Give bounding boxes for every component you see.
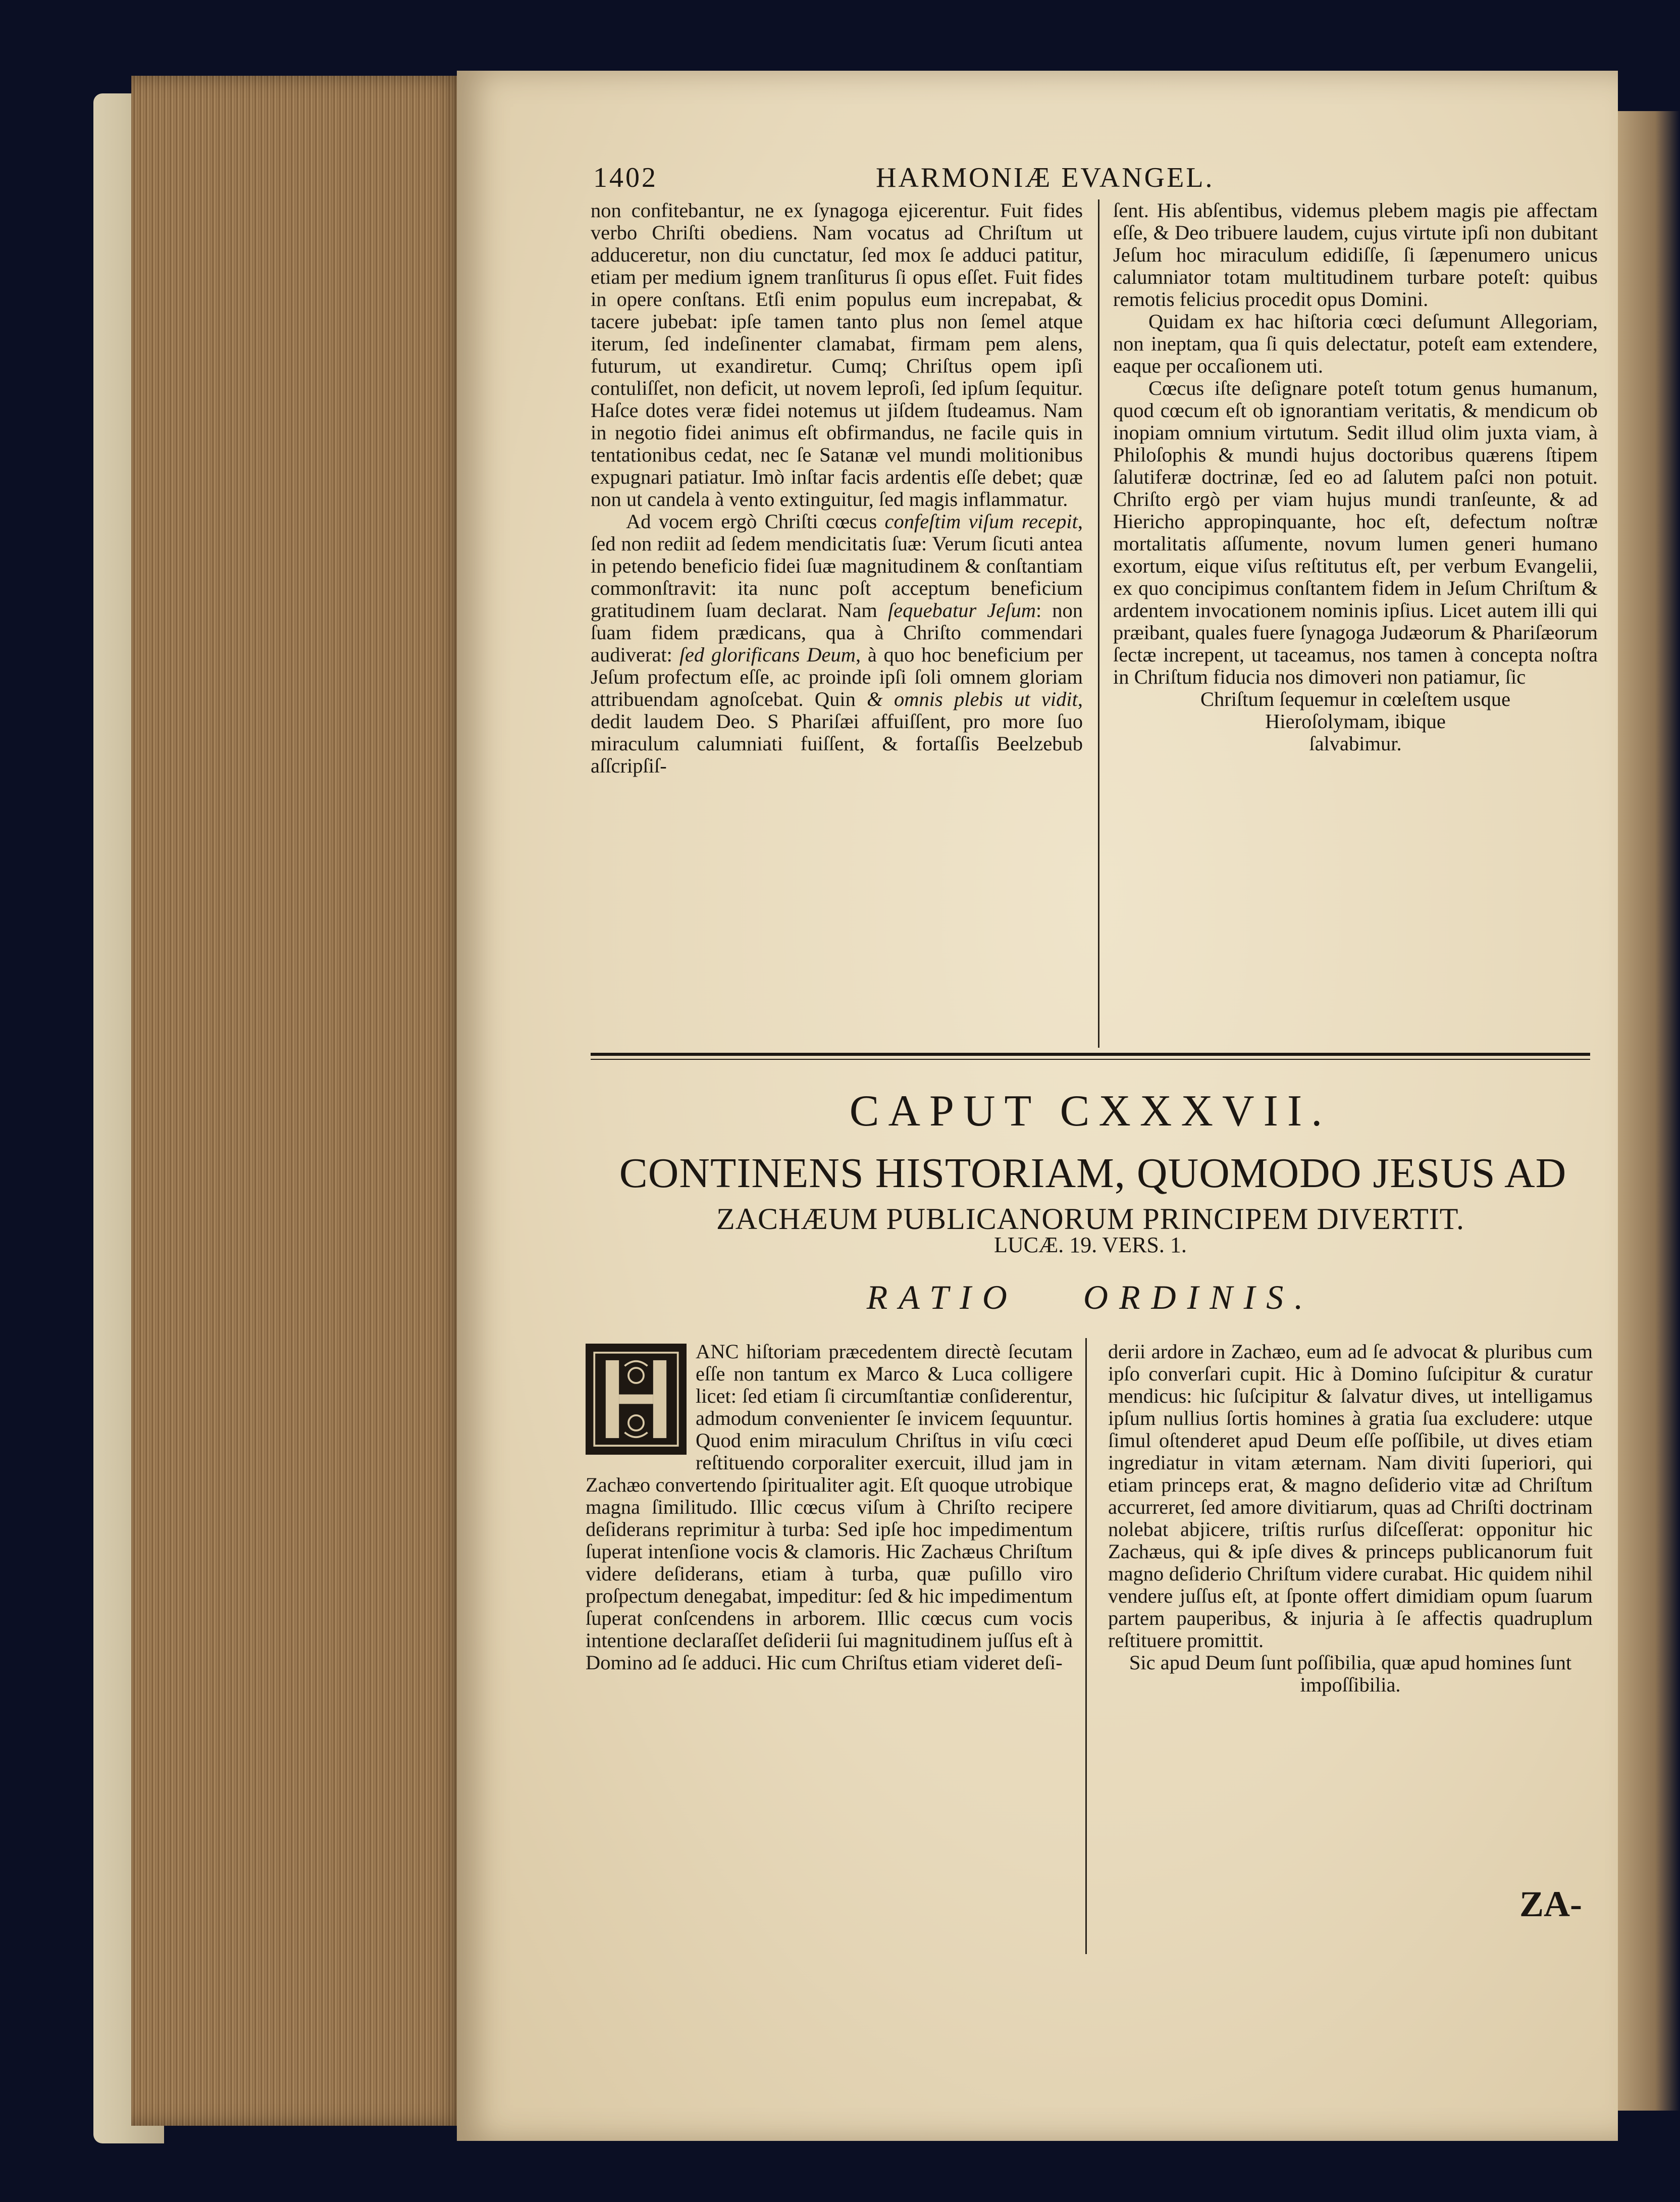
paragraph: derii ardore in Zachæo, eum ad ſe advocat & pluribus cum ipſo converſari cupit. Hic à Domino ſuſcipitur & curatur mendicus: hic ſuſcipitur & ſalvatur dives, ut intelligamus ipſum nullius ſortis homines à gratia ſua excludere: utque ſimul oſtenderet apud Deum eſſe poſſibile, ut dives etiam ingrediatur in vitam æternam. Nam diviti ſuperiori, qui etiam princeps erat, & magno deſiderio vitæ ad Chriſtum accurreret, ſed amore divitiarum, quas ad Chriſti doctrinam nolebat abjicere, triſtis rurſus diſceſſerat: opponitur hic Zachæus, qui & ipſe dives & princeps publicanorum fuit magno deſiderio Chriſtum videre curabat. Hic quidem nihil vendere juſſus eſt, at ſponte offert dimidiam opum ſuarum partem pauperibus, & injuria à ſe affectis quadruplum reſtituere promittit.: [1108, 1340, 1593, 1652]
book-fore-edge: [131, 76, 464, 2126]
catchword: ZA-: [1519, 1884, 1582, 1924]
chapter-heading: CAPUT CXXXVII.: [849, 1087, 1332, 1136]
running-title: HARMONIÆ EVANGEL.: [876, 162, 1215, 193]
top-left-column: [591, 199, 1083, 777]
paragraph: Ad vocem ergò Chriſti cœcus confeſtim viſum recepit, ſed non rediit ad ſedem mendicitatis ſuæ: Verum ſicuti antea in petendo beneficio fidei ſuæ magnitudinem & conſtantiam commonſtravit: ita nunc poſt acceptum beneficium gratitudinem ſuam declarat. Nam ſequebatur Jeſum: non ſuam fidem prædicans, qua à Chriſto commendari audiverat: ſed glorificans Deum, à quo hoc beneficium per Jeſum profectum eſſe, ac proinde ipſi ſoli omnem gloriam attribuendam agnoſcebat. Quin & omnis plebis ut vidit, dedit laudem Deo. S Phariſæi affuiſſent, pro more ſuo miraculum calumniati fuiſſent, & fortaſſis Beelzebub aſſcripſiſ-: [591, 510, 1083, 777]
closing-line: ſalvabimur.: [1309, 732, 1402, 755]
paragraph: Cœcus iſte deſignare poteſt totum genus humanum, quod cœcum eſt ob ignorantiam veritatis, & mendicum ob inopiam omnium virtutum. Sedit illud olim juxta viam, à Philoſophis & mundi hujus doctoribus quærens ſtipem ſalutiferæ doctrinæ, ſed eo ad ſalutem paſci non potuit. Chriſto ergò per viam hujus mundi tranſeunte, & ad Hiericho appropinquante, hoc eſt, defectum noſtræ mortalitatis aſſumente, novum lumen generi humano exortum, eique viſus reſtitutus eſt, per verbum Evangelii, ex quo concipimus conſtantem fidem in Jeſum Chriſtum & ardentem invocationem nominis ipſius. Licet autem illi qui præibant, quales fuere ſynagoga Judæorum & Phariſæorum ſectæ increpent, ut taceamus, nos tamen à concepta noſtra in Chriſtum fiducia nos dimoveri non patiamur, ſic: [1113, 377, 1598, 688]
facing-page-edge: [1618, 111, 1680, 2111]
paragraph: ANC hiſtoriam præcedentem directè ſecutam eſſe non tantum ex Marco & Luca colligere licet: ſed etiam ſi circumſtantiæ conſiderentur, admodum convenienter ſe invicem ſequuntur. Quod enim miraculum Chriſtus in viſu cœci reſtituendo corporaliter exercuit, illud jam in Zachæo convertendo ſpiritualiter agit. Eſt quoque utrobique magna ſimilitudo. Illic cœcus viſum à Chriſto recipere deſiderans reprimitur à turba: Sed ipſe hoc impedimentum ſuperat intenſione vocis & clamoris. Hic Zachæus Chriſtum videre deſiderans, etiam à turba, quæ puſillo viro proſpectum denegabat, impeditur: ſed & hic impedimentum ſuperat conſcendens in arborem. Illic cœcus cum vocis intentione declaraſſet deſiderii ſui magnitudinem juſſus eſt à Domino ad ſe adduci. Hic cum Chriſtus etiam videret deſi-: [586, 1340, 1073, 1674]
section-subheading: RATIO ORDINIS.: [866, 1278, 1315, 1316]
top-right-column: [1113, 199, 1598, 755]
column-divider: [1098, 199, 1099, 1048]
section-rule: [591, 1053, 1590, 1056]
chapter-title-line-2: ZACHÆUM PUBLICANORUM PRINCIPEM DIVERTIT.: [716, 1202, 1465, 1236]
column-divider: [1085, 1338, 1087, 1954]
scripture-reference: LUCÆ. 19. VERS. 1.: [994, 1233, 1187, 1257]
initial-h-glyph: [589, 1347, 684, 1452]
paragraph: ſent. His abſentibus, videmus plebem magis pie affectam eſſe, & Deo tribuere laudem, cujus virtute ipſi non dubitant Jeſum hoc miraculum edidiſſe, ſi ſæpenumero unicus calumniator totam multitudinem turbare poteſt: quibus remotis felicius procedit opus Domini.: [1113, 199, 1598, 311]
section-rule-thin: [591, 1059, 1590, 1060]
ornamental-initial-icon: [586, 1344, 687, 1455]
page-number: 1402: [593, 162, 658, 193]
running-head: [593, 162, 1350, 197]
closing-line: Sic apud Deum ſunt poſſibilia, quæ apud homines ſunt impoſſibilia.: [1129, 1651, 1572, 1696]
bottom-left-column: [586, 1341, 1073, 1674]
closing-line: Chriſtum ſequemur in cœleſtem usque: [1200, 688, 1511, 710]
paragraph: Quidam ex hac hiſtoria cœci deſumunt Allegoriam, non ineptam, qua ſi quis delectatur, poteſt eam extendere, eaque per occaſionem uti.: [1113, 310, 1598, 377]
closing-line: Hieroſolymam, ibique: [1265, 710, 1446, 733]
paragraph: non confitebantur, ne ex ſynagoga ejicerentur. Fuit fides verbo Chriſti obediens. Nam vocatus ad Chriſtum ut adduceretur, non diu cunctatur, ſed mox ſe adduci patitur, etiam per medium ignem tranſiturus ſi opus eſſet. Fuit fides in opere conſtans. Etſi enim populus eum increpabat, & tacere jubebat: ipſe tamen tanto plus non ſemel atque iterum, ſed indeſinenter clamabat, firmam pem alens, futurum, ut exandiretur. Cumq; Chriſtus opem ipſi contuliſſet, non deficit, ut novem leproſi, ſed ipſum ſequitur. Haſce dotes veræ fidei notemus ut jiſdem ſtudeamus. Nam in negotio fidei animus eſt obfirmandus, ne facile quis in tentationibus cedat, nec ſe Satanæ vel mundi molitionibus expugnari patiatur. Imò inſtar facis ardentis eſſe debet; quæ non ut candela à vento extinguitur, ſed magis inflammatur.: [591, 199, 1083, 510]
chapter-title-line-1: CONTINENS HISTORIAM, QUOMODO JESUS AD: [619, 1150, 1567, 1197]
bottom-right-column: [1108, 1341, 1593, 1696]
